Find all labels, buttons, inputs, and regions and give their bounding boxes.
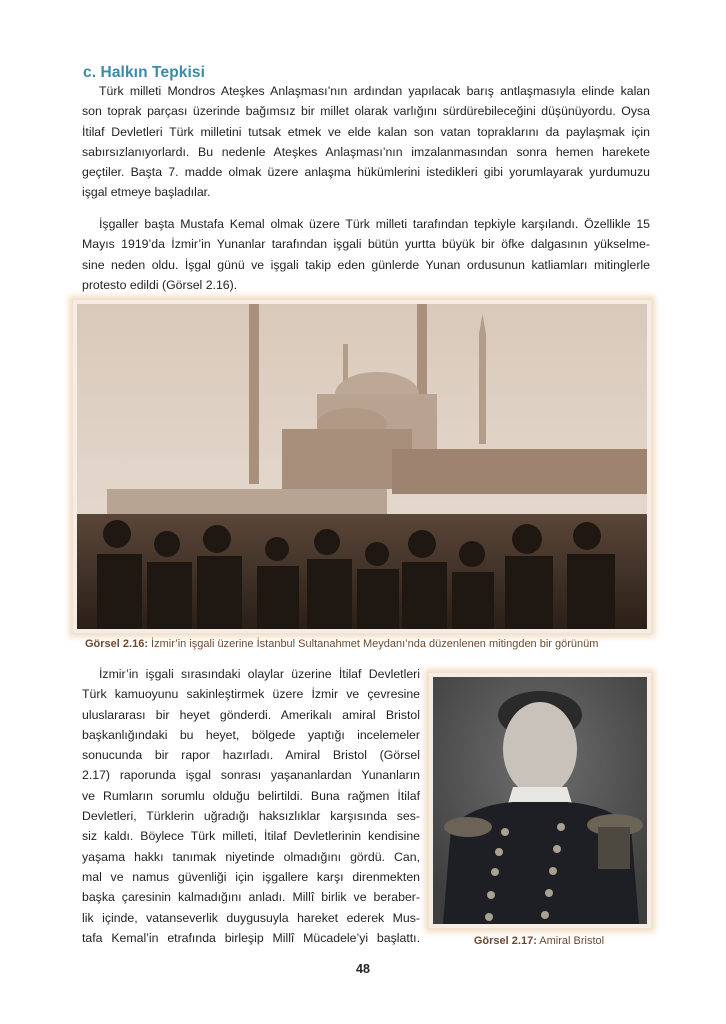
text-line: ve Rumların sorumlu olduğu belirtildi. Buna rağmen İtilaf	[82, 788, 420, 803]
text-line: son toprak parçası üzerinde bağımsız bir millet olarak varlığını sürdürebileceğini düşünüyordu. Oysa	[82, 104, 650, 119]
figure-label: Görsel 2.17:	[473, 935, 537, 947]
text-line: Türk kamuoyunu sakinleştirmek üzere İzmir ve çevresine	[82, 687, 420, 702]
text-line: sabırsızlanıyorlardı. Bu nedenle Ateşkes Anlaşması’nın imzalanmasından sonra hemen harekete	[82, 144, 650, 159]
text-line: Devletleri, Türklerin uğradığı haksızlıklar karşısında ses-	[82, 809, 420, 824]
text-line: yaşama hakkı tanımak niyetinde olmadığını gördü. Can,	[82, 849, 420, 864]
text-line: başka çaresinin kalmadığını anladı. Millî birlik ve beraber-	[82, 890, 420, 905]
admiral-bristol-portrait	[433, 677, 647, 924]
text-line: 2.17) raporunda işgal sonrası yaşananlardan Yunanların	[82, 768, 420, 783]
text-line: Mayıs 1919’da İzmir’in Yunanlar tarafından işgali bütün yurtta büyük bir öfke dalgasının yükselme-	[82, 237, 650, 252]
text-line: sonucunda bir rapor hazırladı. Amiral Bristol (Görsel	[82, 748, 420, 763]
text-line: tafa Kemal’in etrafında birleşip Millî Mücadele’yi başlattı.	[82, 930, 420, 945]
text-line: İzmir’in işgali sırasındaki olaylar üzerine İtilaf Devletleri	[99, 667, 420, 681]
sultanahmet-rally-photo	[77, 304, 647, 629]
figure-2-16-frame	[72, 299, 652, 634]
text-line: işgal etmeye başladılar.	[82, 185, 211, 200]
paragraph-2	[82, 214, 650, 295]
text-line: mal ve namus güvenliği için işgallere karşı direnmekten	[82, 869, 420, 884]
text-line: protesto edildi (Görsel 2.16).	[82, 277, 238, 292]
paragraph-3	[82, 664, 420, 948]
section-heading: c. Halkın Tepkisi	[83, 64, 206, 81]
figure-label: Görsel 2.16:	[85, 638, 148, 650]
text-line: uluslararası bir heyet gönderdi. Amerikalı amiral Bristol	[82, 707, 420, 722]
text-line: Türk milleti Mondros Ateşkes Anlaşması’nın ardından yapılacak barış antlaşmasıyla elinde kalan	[99, 84, 650, 98]
text-line: başkanlığındaki bu heyet, bölgede yaptığı incelemeler	[82, 727, 420, 742]
paragraph-1	[82, 81, 650, 203]
photo-illustration	[77, 304, 647, 629]
text-line: lik içinde, vatanseverlik duygusuyla hareket ederek Mus-	[82, 910, 420, 925]
figure-2-16-caption	[85, 638, 645, 650]
text-line: İtilaf Devletleri Türk milletini tutsak etmek ve elde kalan son vatan topraklarını da paylaşmak için	[82, 124, 650, 139]
figure-2-17-caption	[428, 935, 650, 947]
figure-caption-text: İzmir’in işgali üzerine İstanbul Sultanahmet Meydanı’nda düzenlenen mitingden bir görünüm	[147, 638, 599, 650]
text-line: sine neden oldu. İşgal günü ve işgali takip eden günlerde Yunan ordusunun katliamları mitinglerle	[82, 257, 650, 272]
page-number: 48	[356, 962, 370, 976]
portrait-illustration	[433, 677, 647, 924]
text-line: İşgaller başta Mustafa Kemal olmak üzere Türk milleti tarafından tepkiyle karşılandı. Özellikle 15	[99, 217, 650, 231]
figure-caption-text: Amiral Bristol	[536, 935, 605, 947]
figure-2-17-frame	[428, 672, 652, 929]
text-line: siz kaldı. Böylece Türk milleti, İtilaf Devletlerinin kendisine	[82, 829, 420, 844]
text-line: geçtiler. Başta 7. madde olmak üzere anlaşma hükümlerini istedikleri gibi yorumlayarak yurdumuzu	[82, 165, 650, 180]
